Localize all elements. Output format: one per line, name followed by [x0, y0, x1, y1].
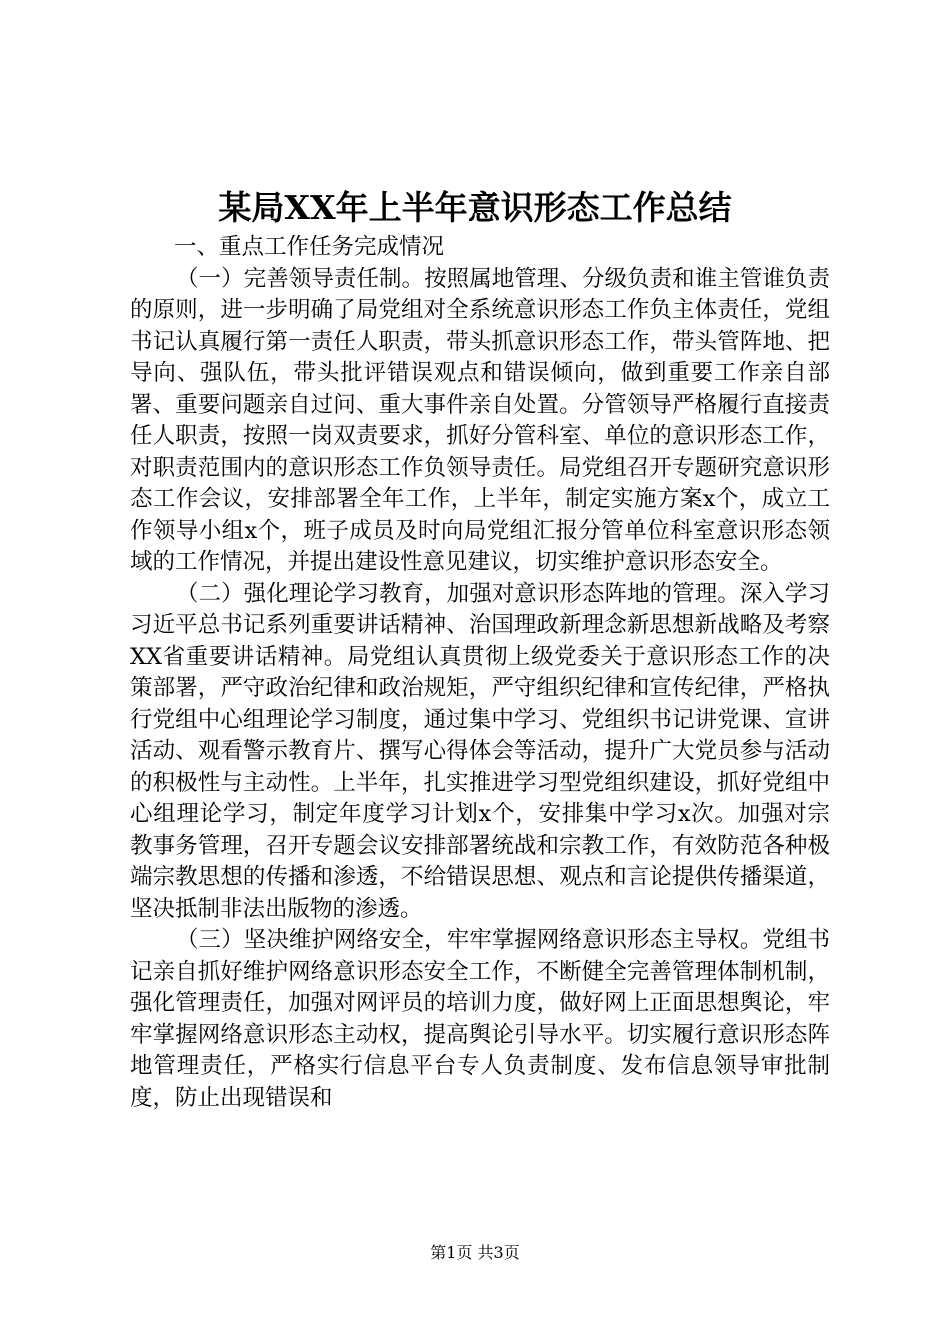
section-heading: 一、重点工作任务完成情况 — [174, 234, 445, 260]
document-title: 某局XX年上半年意识形态工作总结 — [218, 188, 732, 227]
paragraph-2: （二）强化理论学习教育，加强对意识形态阵地的管理。深入学习习近平总书记系列重要讲话精神、治国理政新理念新思想新战略及考察XX省重要讲话精神。局党组认真贯彻上级党委关于意识形态工作的决策部署，严守政治纪律和政治规矩，严守组织纪律和宣传纪律，严格执行党组中心组理论学习制度，通过集中学习、党组织书记讲党课、宣讲活动、观看警示教育片、撰写心得体会等活动，提升广大党员参与活动的积极性与主动性。上半年，扎实推进学习型党组织建设，抓好党组中心组理论学习，制定年度学习计划x个，安排集中学习x次。加强对宗教事务管理，召开专题会议安排部署统战和宗教工作，有效防范各种极端宗教思想的传播和渗透，不给错误思想、观点和言论提供传播渠道，坚决抵制非法出版物的渗透。 — [130, 580, 830, 922]
paragraph-1: （一）完善领导责任制。按照属地管理、分级负责和谁主管谁负责的原则，进一步明确了局党组对全系统意识形态工作负主体责任，党组书记认真履行第一责任人职责，带头抓意识形态工作，带头管阵地、把导向、强队伍，带头批评错误观点和错误倾向，做到重要工作亲自部署、重要问题亲自过问、重大事件亲自处置。分管领导严格履行直接责任人职责，按照一岗双责要求，抓好分管科室、单位的意识形态工作，对职责范围内的意识形态工作负领导责任。局党组召开专题研究意识形态工作会议，安排部署全年工作，上半年，制定实施方案x个，成立工作领导小组x个，班子成员及时向局党组汇报分管单位科室意识形态领域的工作情况，并提出建设性意见建议，切实维护意识形态安全。 — [130, 265, 830, 575]
paragraph-3: （三）坚决维护网络安全，牢牢掌握网络意识形态主导权。党组书记亲自抓好维护网络意识形态安全工作，不断健全完善管理体制机制，强化管理责任，加强对网评员的培训力度，做好网上正面思想舆论，牢牢掌握网络意识形态主动权，提高舆论引导水平。切实履行意识形态阵地管理责任，严格实行信息平台专人负责制度、发布信息领导审批制度，防止出现错误和 — [130, 927, 830, 1111]
page-number-footer: 第1页 共3页 — [430, 1243, 520, 1262]
document-body — [130, 232, 830, 1114]
